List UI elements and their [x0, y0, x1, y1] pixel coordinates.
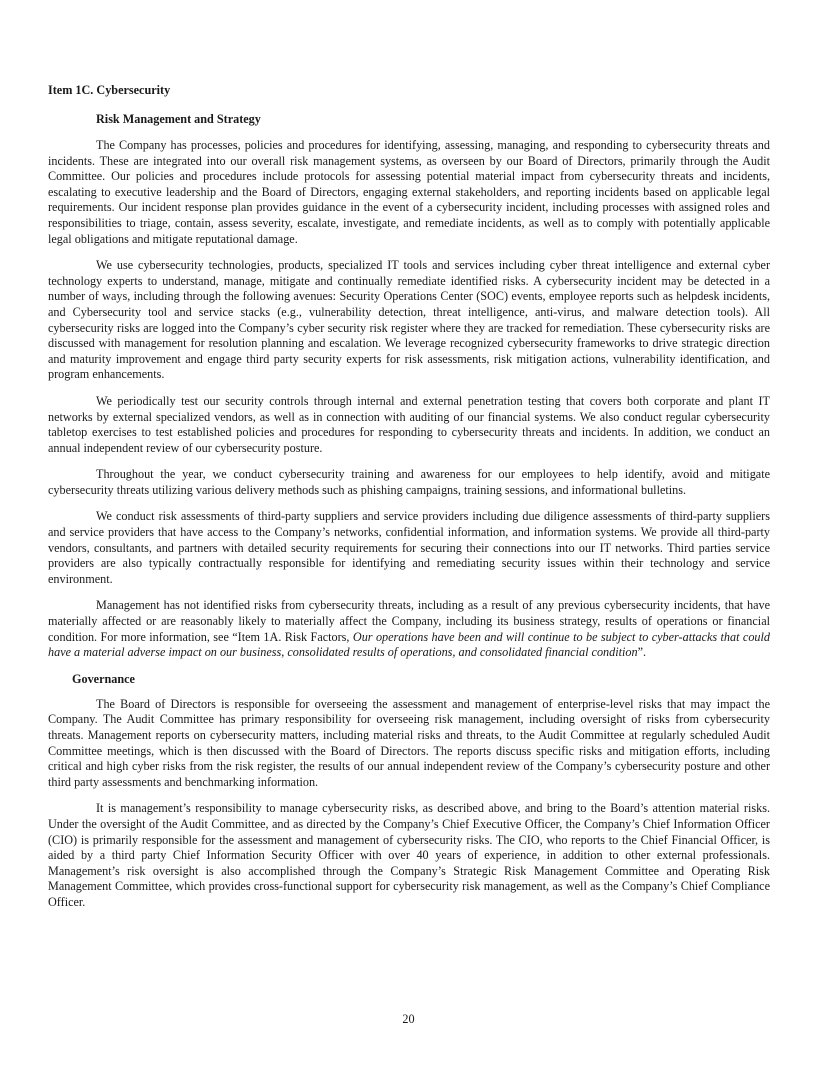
paragraph-risk-5: We conduct risk assessments of third-party suppliers and service providers including due diligence assessments of third-party suppliers and service providers that have access to the Company’s networks, confidential information, and information systems. We provide all third-party vendors, consultants, and partners with detailed security requirements for securing their connections into our IT networks. Third parties service providers are also typically contractually responsible for identifying and remediating security issues within their technology and service environment. — [48, 509, 770, 586]
document-page — [48, 83, 770, 922]
paragraph-risk-1: The Company has processes, policies and procedures for identifying, assessing, managing, and responding to cybersecurity threats and incidents. These are integrated into our overall risk management systems, as overseen by our Board of Directors, primarily through the Audit Committee. Our policies and procedures include protocols for assessing potential material impact from cybersecurity threats and incidents, escalating to executive leadership and the Board of Directors, engaging external stakeholders, and reporting incidents based on applicable legal requirements. Our incident response plan provides guidance in the event of a cybersecurity incident, including processes with assigned roles and responsibilities to triage, contain, assess severity, escalate, investigate, and remediate incidents, as well as to comply with potentially applicable legal obligations and mitigate reputational damage. — [48, 138, 770, 246]
paragraph-governance-1: The Board of Directors is responsible for overseeing the assessment and management of enterprise-level risks that may impact the Company. The Audit Committee has primary responsibility for overseeing risk management, including oversight of risks from cybersecurity threats. Management reports on cybersecurity matters, including material risks and threats, to the Audit Committee at regularly scheduled Audit Committee meetings, which is then discussed with the Board of Directors. The reports discuss specific risks and mitigation efforts, including critical and high cyber risks from the risk register, the results of our annual independent review of the Company’s cybersecurity posture and other third party assessments and benchmarking information. — [48, 696, 770, 789]
paragraph-risk-4: Throughout the year, we conduct cybersecurity training and awareness for our employees to help identify, avoid and mitigate cybersecurity threats utilizing various delivery methods such as phishing campaigns, training sessions, and informational bulletins. — [48, 467, 770, 497]
section-heading-risk-management: Risk Management and Strategy — [96, 112, 261, 126]
paragraph-risk-3: We periodically test our security controls through internal and external penetration testing that covers both corporate and plant IT networks by external specialized vendors, as well as in connection with auditing of our financial systems. We also conduct regular cybersecurity tabletop exercises to test established policies and procedures for responding to cybersecurity threats and incidents. In addition, we conduct an annual independent review of our cybersecurity posture. — [48, 393, 770, 455]
item-heading: Item 1C. Cybersecurity — [48, 83, 171, 97]
paragraph-risk-6 — [48, 598, 770, 660]
section-heading-governance: Governance — [72, 671, 135, 686]
paragraph-risk-6-text: Management has not identified risks from cybersecurity threats, including as a result of any previous cybersecurity incidents, that have materially affected or are reasonably likely to materially affect the Company, including its business strategy, results of operations or financial condition. For more information, see “Item 1A. Risk Factors, — [48, 598, 770, 644]
risk-factor-title-italic: Our operations have been and will continue to be subject to cyber-attacks that could have a material adverse impact on our business, consolidated results of operations, and consolidated financial condition — [48, 629, 770, 660]
paragraph-risk-6-end: ”. — [637, 645, 647, 660]
page-number: 20 — [402, 1012, 415, 1026]
paragraph-risk-2: We use cybersecurity technologies, products, specialized IT tools and services including cyber threat intelligence and external cyber technology experts to understand, manage, mitigate and continually remediate identified risks. A cybersecurity incident may be detected in a number of ways, including through the following avenues: Security Operations Center (SOC) events, employee reports such as helpdesk incidents, and Cybersecurity tool and service stacks (e.g., vulnerability detection, threat intelligence, anti-virus, and malware detection tools). All cybersecurity risks are logged into the Company’s cyber security risk register where they are tracked for remediation. These cybersecurity risks are discussed with management for resolution planning and escalation. We leverage recognized cybersecurity frameworks to drive strategic direction and maturity improvement and engage third party security experts for risk assessments, risk mitigation actions, vulnerability identification, and program enhancements. — [48, 258, 770, 382]
paragraph-governance-2: It is management’s responsibility to manage cybersecurity risks, as described above, and bring to the Board’s attention material risks. Under the oversight of the Audit Committee, and as directed by the Company’s Chief Executive Officer, the Company’s Chief Information Officer (CIO) is primarily responsible for the assessment and management of cybersecurity risks. The CIO, who reports to the Chief Financial Officer, is aided by a third party Chief Information Security Officer with over 40 years of experience, in addition to other external professionals. Management’s risk oversight is also accomplished through the Company’s Strategic Risk Management Committee and Operating Risk Management Committee, which provides cross-functional support for cybersecurity risk management, as well as the Company’s Chief Compliance Officer. — [48, 801, 770, 909]
